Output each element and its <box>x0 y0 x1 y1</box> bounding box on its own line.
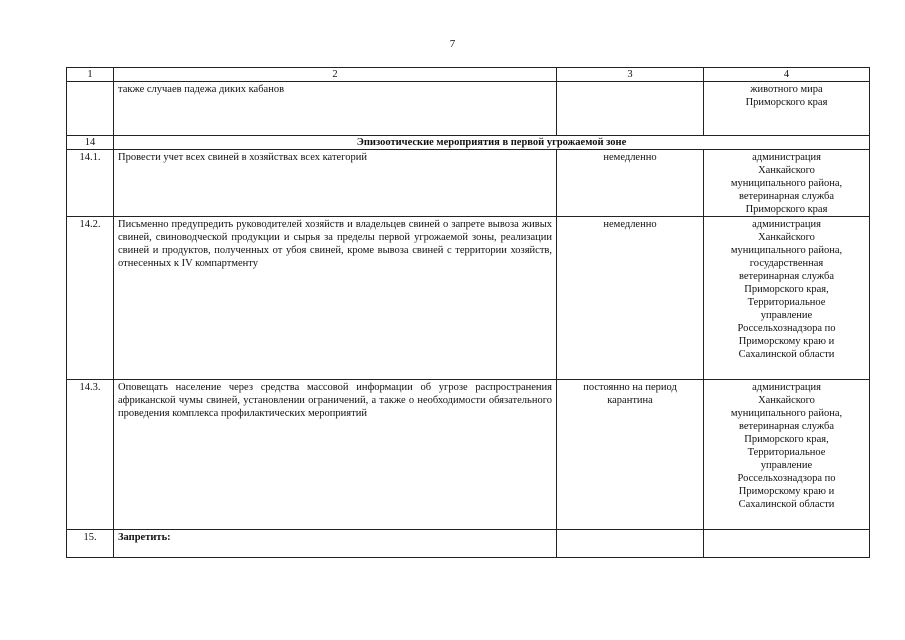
section-number: 14 <box>67 136 114 150</box>
term-cell <box>557 82 704 136</box>
table-row <box>67 530 870 558</box>
responsible-cell: администрация Ханкайского муниципального района, государственная ветеринарная служба Приморского края, Территориальное управление Россельхознадзора по Приморскому краю и Сахалинской области <box>704 217 870 380</box>
responsible-cell: администрация Ханкайского муниципального района, ветеринарная служба Приморского края <box>704 150 870 217</box>
measure-text: Запретить: <box>114 530 557 558</box>
term-cell: постоянно на период карантина <box>557 380 704 530</box>
term-cell <box>557 530 704 558</box>
responsible-cell: администрация Ханкайского муниципального района, ветеринарная служба Приморского края, Территориальное управление Россельхознадзора по Приморскому краю и Сахалинской области <box>704 380 870 530</box>
row-number <box>67 82 114 136</box>
row-number: 15. <box>67 530 114 558</box>
measures-table <box>66 67 870 558</box>
measure-text: Письменно предупредить руководителей хозяйств и владельцев свиней о запрете вывоза живых свиней, свиноводческой продукции и сырья за пределы первой угрожаемой зоны, реализации свиней и продуктов, полученных от убоя свиней, кроме вывоза свиней с территории хозяйств, отнесенных к IV компартменту <box>114 217 557 380</box>
measure-text: также случаев падежа диких кабанов <box>114 82 557 136</box>
column-header-4: 4 <box>704 68 870 82</box>
table-row <box>67 380 870 530</box>
measure-text: Провести учет всех свиней в хозяйствах всех категорий <box>114 150 557 217</box>
table-row <box>67 82 870 136</box>
column-header-3: 3 <box>557 68 704 82</box>
row-number: 14.2. <box>67 217 114 380</box>
responsible-cell: животного мира Приморского края <box>704 82 870 136</box>
section-row <box>67 136 870 150</box>
table-row <box>67 150 870 217</box>
responsible-cell <box>704 530 870 558</box>
measure-text: Оповещать население через средства массовой информации об угрозе распространения африканской чумы свиней, установлении ограничений, а также о необходимости обязательного проведения комплекса профилактических мероприятий <box>114 380 557 530</box>
term-cell: немедленно <box>557 150 704 217</box>
page-number: 7 <box>449 38 456 50</box>
table-header-row <box>67 68 870 82</box>
column-header-2: 2 <box>114 68 557 82</box>
table-row <box>67 217 870 380</box>
column-header-1: 1 <box>67 68 114 82</box>
row-number: 14.1. <box>67 150 114 217</box>
term-cell: немедленно <box>557 217 704 380</box>
section-title: Эпизоотические мероприятия в первой угрожаемой зоне <box>114 136 870 150</box>
row-number: 14.3. <box>67 380 114 530</box>
